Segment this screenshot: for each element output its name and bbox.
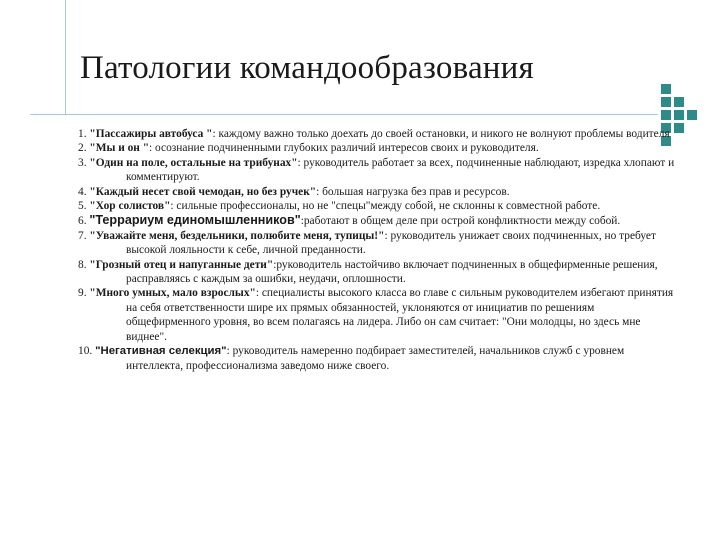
list-item xyxy=(78,127,678,141)
item-number: 5. xyxy=(78,200,90,213)
list-item xyxy=(78,213,678,228)
item-description: :руководитель настойчиво включает подчиненных в общефирменные решения, расправляясь с каждым за ошибки, неудачи, оплошности. xyxy=(126,258,658,286)
item-description: : большая нагрузка без прав и ресурсов. xyxy=(316,185,510,198)
list-item xyxy=(78,258,678,287)
list-item xyxy=(78,344,678,373)
horizontal-accent-line xyxy=(30,114,658,115)
accent-square xyxy=(661,97,671,107)
item-term: "Один на поле, остальные на трибунах" xyxy=(89,156,298,169)
vertical-accent-line xyxy=(65,0,66,115)
item-number: 10. xyxy=(78,345,96,358)
list-item xyxy=(78,286,678,344)
item-term: "Негативная селекция" xyxy=(95,345,227,358)
item-term: "Много умных, мало взрослых" xyxy=(89,287,256,300)
item-number: 7. xyxy=(78,229,90,242)
item-description: :работают в общем деле при острой конфликтности между собой. xyxy=(300,215,621,228)
item-number: 1. xyxy=(78,128,90,140)
item-number: 3. xyxy=(78,156,90,169)
item-description: : осознание подчиненными глубоких различий интересов своих и руководителя. xyxy=(149,142,539,155)
list-item xyxy=(78,229,678,258)
slide-title: Патологии командообразования xyxy=(80,50,534,86)
item-term: "Каждый несет свой чемодан, но без ручек" xyxy=(89,185,317,198)
item-term: "Террариум единомышленников" xyxy=(89,213,301,228)
list-item xyxy=(78,199,678,213)
item-number: 9. xyxy=(78,287,90,300)
item-number: 6. xyxy=(78,215,90,228)
item-description: : руководитель унижает своих подчиненных, но требует высокой лояльности к себе, личной преданности. xyxy=(126,229,656,257)
item-description: : специалисты высокого класса во главе с сильным руководителем избегают принятия на себя ответственности шире их прямых обязанностей, уклоняются от инициатив по решениям общефирменного уровня, во всем полагаясь на лидера. Либо он сам считает: "Они молодцы, но здесь мне виднее". xyxy=(126,287,674,343)
list-item xyxy=(78,185,678,199)
accent-square xyxy=(661,84,671,94)
accent-square xyxy=(661,110,671,120)
item-description: : руководитель намеренно подбирает заместителей, начальников служб с уровнем интеллекта, профессионализма заведомо ниже своего. xyxy=(126,345,625,372)
pathology-list xyxy=(78,127,678,373)
item-term: "Грозный отец и напуганные дети" xyxy=(89,258,274,271)
item-term: "Мы и он " xyxy=(89,142,150,155)
accent-square xyxy=(674,97,684,107)
item-term: "Пассажиры автобуса " xyxy=(89,128,213,140)
accent-square xyxy=(674,110,684,120)
item-term: "Уважайте меня, бездельники, полюбите меня, тупицы!" xyxy=(89,229,385,242)
item-number: 8. xyxy=(78,258,90,271)
item-number: 4. xyxy=(78,185,90,198)
item-description: : каждому важно только доехать до своей остановки, и никого не волнуют проблемы водителя xyxy=(212,128,670,140)
item-description: : руководитель работает за всех, подчиненные наблюдают, изредка хлопают и комментируют. xyxy=(126,156,675,184)
item-description: : сильные профессионалы, но не "спецы"между собой, не склонны к совместной работе. xyxy=(170,200,601,213)
list-item xyxy=(78,141,678,155)
accent-square xyxy=(687,110,697,120)
item-term: "Хор солистов" xyxy=(89,200,171,213)
item-number: 2. xyxy=(78,142,90,155)
list-item xyxy=(78,156,678,185)
